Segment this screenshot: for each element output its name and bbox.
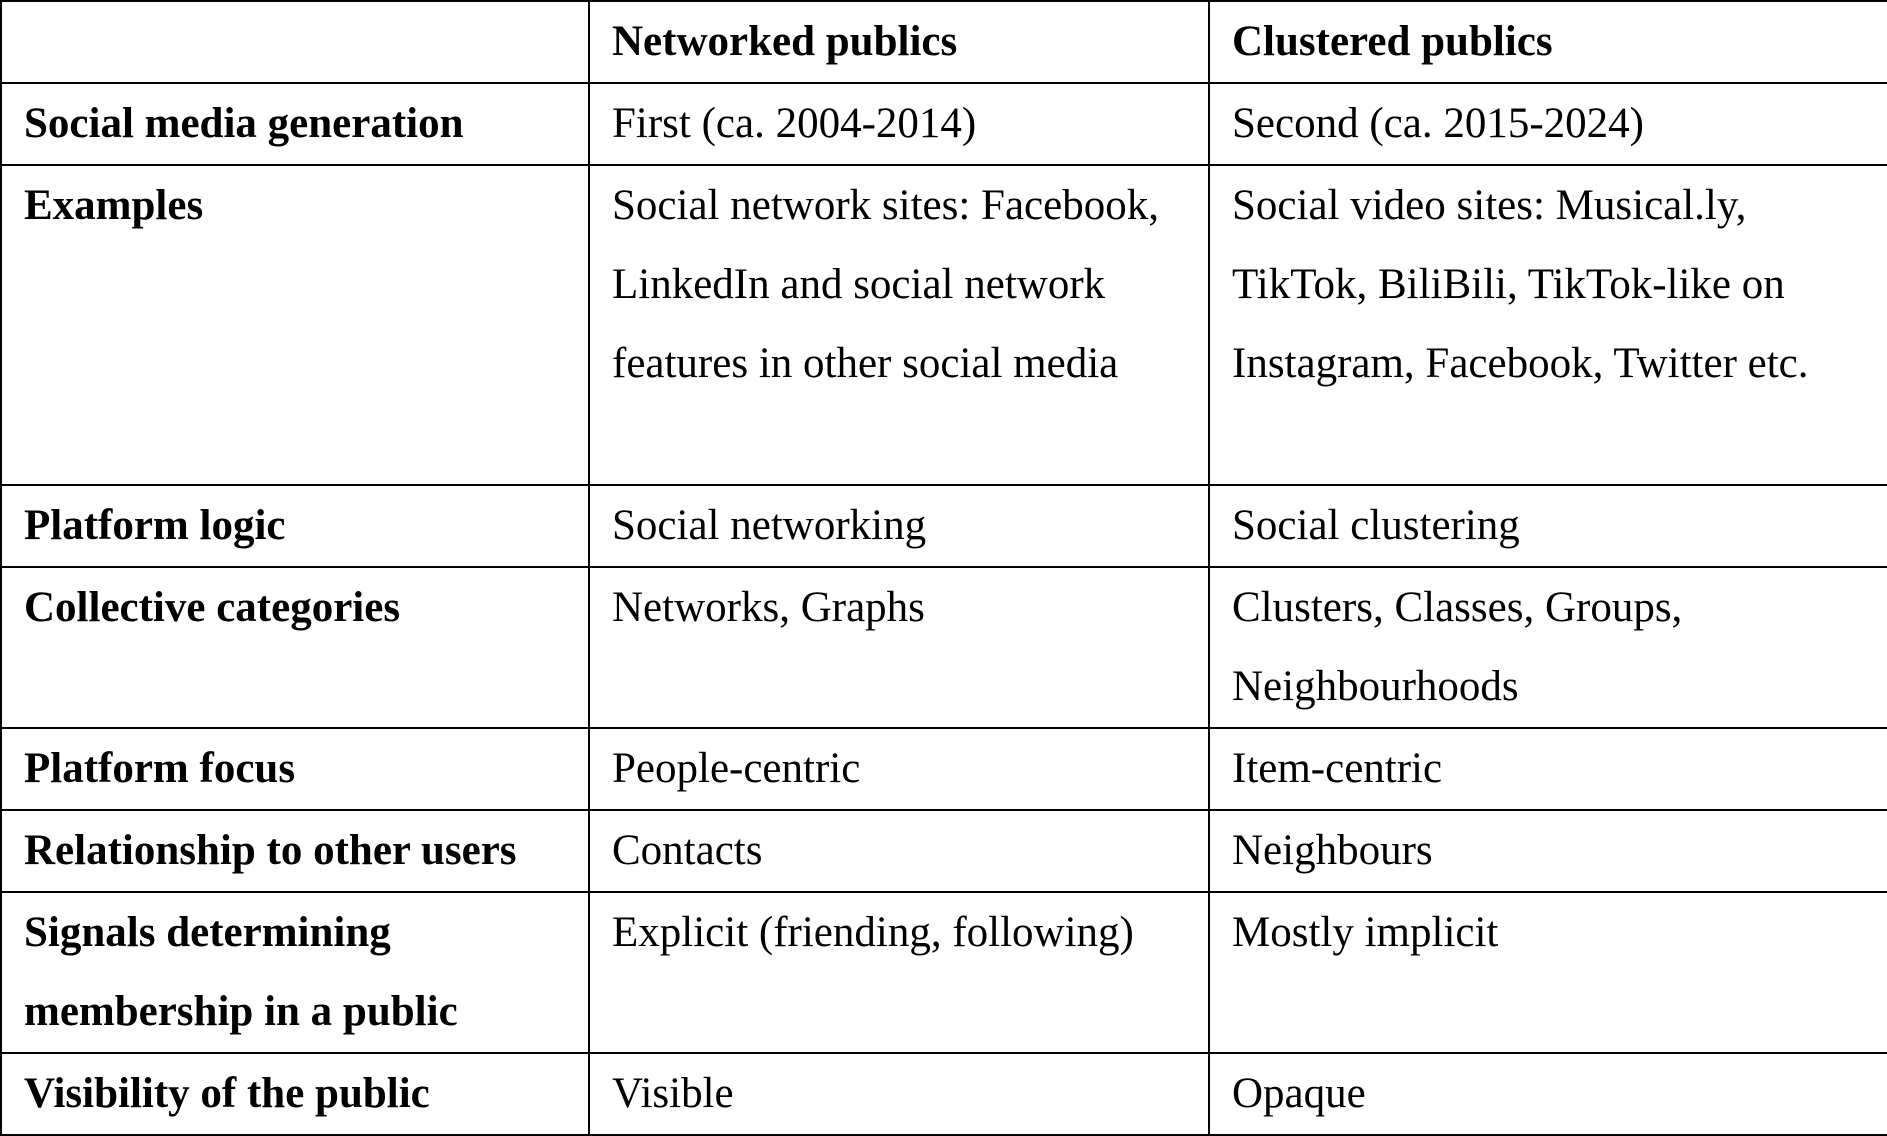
row-header-relationship-to-other-users: Relationship to other users xyxy=(1,810,589,892)
row-header-social-media-generation: Social media generation xyxy=(1,83,589,165)
cell-networked-relationship-to-other-users: Contacts xyxy=(589,810,1209,892)
table-row xyxy=(1,728,1887,810)
cell-clustered-visibility-of-the-public: Opaque xyxy=(1209,1053,1887,1135)
table-row xyxy=(1,892,1887,1053)
cell-clustered-platform-focus: Item-centric xyxy=(1209,728,1887,810)
cell-networked-examples: Social network sites: Facebook, LinkedIn and social network features in other social media xyxy=(589,165,1209,485)
cell-networked-collective-categories: Networks, Graphs xyxy=(589,567,1209,728)
table-row xyxy=(1,567,1887,728)
cell-networked-visibility-of-the-public: Visible xyxy=(589,1053,1209,1135)
row-header-platform-focus: Platform focus xyxy=(1,728,589,810)
corner-cell xyxy=(1,1,589,83)
cell-clustered-examples: Social video sites: Musical.ly, TikTok, BiliBili, TikTok-like on Instagram, Facebook, Twitter etc. xyxy=(1209,165,1887,485)
table-row xyxy=(1,83,1887,165)
cell-clustered-platform-logic: Social clustering xyxy=(1209,485,1887,567)
table-row xyxy=(1,1053,1887,1135)
cell-clustered-collective-categories: Clusters, Classes, Groups, Neighbourhoods xyxy=(1209,567,1887,728)
cell-networked-platform-focus: People-centric xyxy=(589,728,1209,810)
table-row xyxy=(1,165,1887,485)
cell-networked-social-media-generation: First (ca. 2004-2014) xyxy=(589,83,1209,165)
cell-clustered-signals-determining-membership: Mostly implicit xyxy=(1209,892,1887,1053)
cell-networked-platform-logic: Social networking xyxy=(589,485,1209,567)
cell-clustered-relationship-to-other-users: Neighbours xyxy=(1209,810,1887,892)
column-header-networked-publics: Networked publics xyxy=(589,1,1209,83)
row-header-platform-logic: Platform logic xyxy=(1,485,589,567)
row-header-examples: Examples xyxy=(1,165,589,485)
table-row xyxy=(1,485,1887,567)
row-header-signals-determining-membership: Signals determining membership in a public xyxy=(1,892,589,1053)
table-row xyxy=(1,810,1887,892)
cell-networked-signals-determining-membership: Explicit (friending, following) xyxy=(589,892,1209,1053)
cell-clustered-social-media-generation: Second (ca. 2015-2024) xyxy=(1209,83,1887,165)
row-header-collective-categories: Collective categories xyxy=(1,567,589,728)
row-header-visibility-of-the-public: Visibility of the public xyxy=(1,1053,589,1135)
column-header-clustered-publics: Clustered publics xyxy=(1209,1,1887,83)
table-header-row xyxy=(1,1,1887,83)
